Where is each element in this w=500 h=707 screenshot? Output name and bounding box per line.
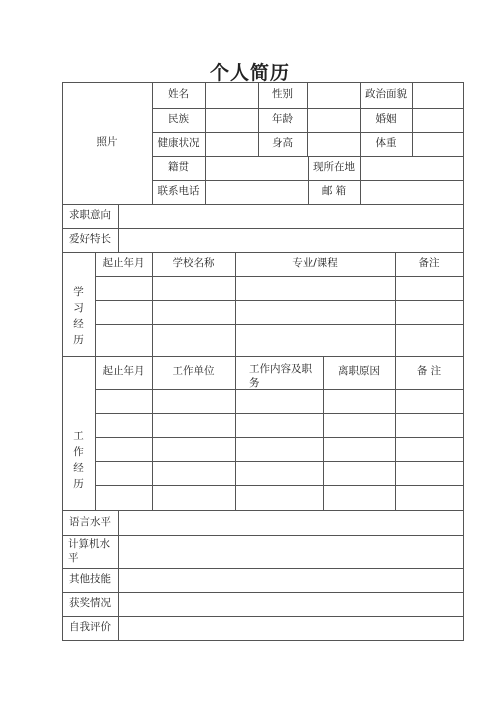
document-title: 个人简历 [209, 62, 290, 84]
work-row[interactable] [96, 462, 463, 484]
other-skills-field[interactable] [119, 569, 463, 591]
residence-field[interactable] [361, 157, 463, 179]
other-skills-label: 其他技能 [69, 573, 111, 586]
job-intent-field[interactable] [119, 205, 463, 227]
political-status-field[interactable] [413, 83, 463, 107]
ethnicity-label: 民族 [168, 113, 189, 126]
work-row[interactable] [96, 414, 463, 436]
name-field[interactable] [206, 83, 257, 107]
residence-label: 现所在地 [313, 161, 355, 174]
work-row[interactable] [96, 486, 463, 509]
study-history-section-label: 学 习 经 历 [73, 286, 84, 346]
age-field[interactable] [308, 109, 359, 131]
work-history-section-label: 工 作 经 历 [73, 430, 84, 490]
awards-field[interactable] [119, 593, 463, 615]
study-row[interactable] [96, 277, 463, 299]
zipcode-label: 邮 箱 [321, 185, 347, 198]
political-status-label: 政治面貌 [365, 88, 407, 101]
work-note-header: 备 注 [416, 365, 442, 377]
study-row[interactable] [96, 325, 463, 355]
health-status-field[interactable] [206, 133, 257, 155]
weight-label: 体重 [375, 137, 397, 150]
self-evaluation-label: 自我评价 [69, 621, 111, 634]
photo-cell: 照片 [96, 136, 118, 149]
work-period-header: 起止年月 [102, 365, 145, 377]
computer-skill-label: 计算机水平 [68, 537, 110, 564]
native-place-field[interactable] [206, 157, 307, 179]
leave-reason-header: 离职原因 [338, 365, 380, 377]
study-row[interactable] [96, 301, 463, 323]
hobbies-field[interactable] [119, 229, 463, 251]
marital-status-label: 婚姻 [375, 113, 397, 126]
height-field[interactable] [308, 133, 359, 155]
computer-skill-field[interactable] [119, 536, 463, 567]
hobbies-label: 爱好特长 [69, 233, 111, 246]
age-label: 年龄 [272, 113, 293, 126]
health-status-label: 健康状况 [157, 137, 200, 150]
height-label: 身高 [272, 137, 293, 150]
work-row[interactable] [96, 438, 463, 460]
awards-label: 获奖情况 [69, 597, 111, 610]
language-level-label: 语言水平 [69, 515, 111, 528]
work-row[interactable] [96, 390, 463, 412]
gender-field[interactable] [308, 83, 359, 107]
job-duties-header: 工作内容及职务 [249, 363, 312, 389]
employer-header: 工作单位 [172, 365, 215, 377]
gender-label: 性别 [272, 88, 293, 101]
major-course-header: 专业/课程 [292, 257, 338, 270]
ethnicity-field[interactable] [206, 109, 257, 131]
phone-field[interactable] [206, 181, 307, 203]
phone-label: 联系电话 [157, 185, 200, 198]
weight-field[interactable] [413, 133, 463, 155]
language-level-field[interactable] [119, 511, 463, 534]
self-evaluation-field[interactable] [119, 617, 463, 639]
study-period-header: 起止年月 [102, 257, 145, 270]
school-name-header: 学校名称 [172, 257, 215, 270]
name-label: 姓名 [168, 88, 189, 101]
zipcode-field[interactable] [361, 181, 463, 203]
study-note-header: 备注 [418, 257, 440, 270]
marital-status-field[interactable] [413, 109, 463, 131]
job-intent-label: 求职意向 [69, 209, 111, 222]
native-place-label: 籍贯 [168, 161, 189, 174]
